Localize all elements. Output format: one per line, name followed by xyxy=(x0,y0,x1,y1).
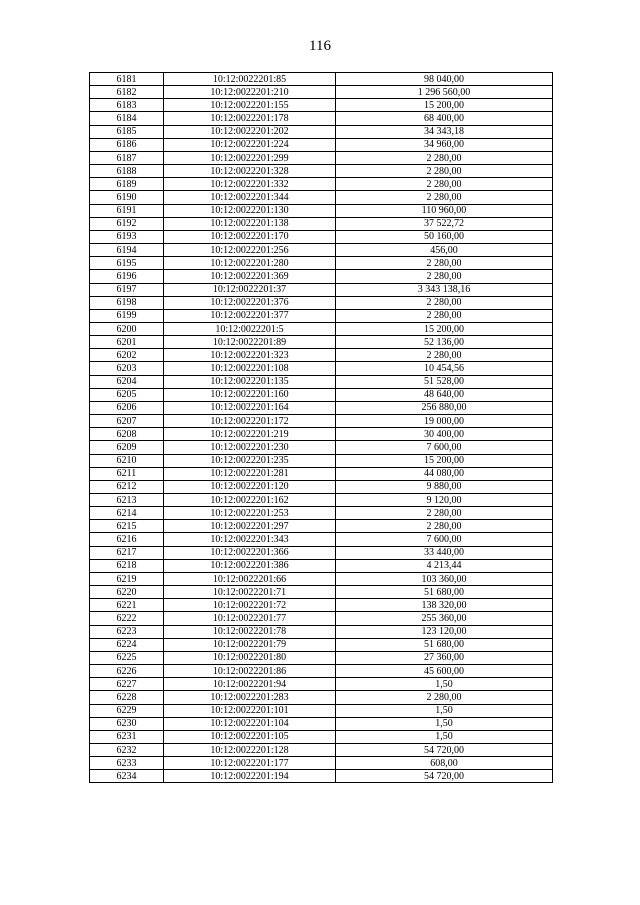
row-number-cell: 6204 xyxy=(90,375,164,388)
cadastral-number-cell: 10:12:0022201:210 xyxy=(164,86,336,99)
table-row xyxy=(90,151,553,164)
table-row xyxy=(90,638,553,651)
table-row xyxy=(90,178,553,191)
row-number-cell: 6187 xyxy=(90,151,164,164)
table-row xyxy=(90,480,553,493)
value-cell: 3 343 138,16 xyxy=(336,283,553,296)
table-row xyxy=(90,99,553,112)
value-cell: 2 280,00 xyxy=(336,191,553,204)
row-number-cell: 6233 xyxy=(90,757,164,770)
table-row xyxy=(90,757,553,770)
value-cell: 10 454,56 xyxy=(336,362,553,375)
cadastral-number-cell: 10:12:0022201:5 xyxy=(164,322,336,335)
cadastral-number-cell: 10:12:0022201:332 xyxy=(164,178,336,191)
cadastral-number-cell: 10:12:0022201:170 xyxy=(164,230,336,243)
row-number-cell: 6221 xyxy=(90,599,164,612)
table-row xyxy=(90,375,553,388)
value-cell: 9 120,00 xyxy=(336,494,553,507)
value-cell: 30 400,00 xyxy=(336,428,553,441)
value-cell: 1,50 xyxy=(336,704,553,717)
cadastral-number-cell: 10:12:0022201:101 xyxy=(164,704,336,717)
value-cell: 51 680,00 xyxy=(336,638,553,651)
cadastral-number-cell: 10:12:0022201:283 xyxy=(164,691,336,704)
value-cell: 15 200,00 xyxy=(336,322,553,335)
value-cell: 1,50 xyxy=(336,717,553,730)
cadastral-number-cell: 10:12:0022201:80 xyxy=(164,651,336,664)
table-row xyxy=(90,572,553,585)
row-number-cell: 6199 xyxy=(90,309,164,322)
value-cell: 2 280,00 xyxy=(336,691,553,704)
value-cell: 110 960,00 xyxy=(336,204,553,217)
row-number-cell: 6200 xyxy=(90,322,164,335)
value-cell: 34 343,18 xyxy=(336,125,553,138)
table-row xyxy=(90,704,553,717)
table-row xyxy=(90,507,553,520)
row-number-cell: 6232 xyxy=(90,743,164,756)
row-number-cell: 6228 xyxy=(90,691,164,704)
cadastral-number-cell: 10:12:0022201:164 xyxy=(164,401,336,414)
row-number-cell: 6234 xyxy=(90,770,164,783)
value-cell: 2 280,00 xyxy=(336,309,553,322)
value-cell: 51 528,00 xyxy=(336,375,553,388)
table-row xyxy=(90,467,553,480)
row-number-cell: 6191 xyxy=(90,204,164,217)
row-number-cell: 6183 xyxy=(90,99,164,112)
value-cell: 2 280,00 xyxy=(336,507,553,520)
value-cell: 2 280,00 xyxy=(336,296,553,309)
value-cell: 54 720,00 xyxy=(336,770,553,783)
cadastral-number-cell: 10:12:0022201:120 xyxy=(164,480,336,493)
cadastral-number-cell: 10:12:0022201:323 xyxy=(164,349,336,362)
row-number-cell: 6182 xyxy=(90,86,164,99)
table-row xyxy=(90,691,553,704)
cadastral-number-cell: 10:12:0022201:281 xyxy=(164,467,336,480)
table-row xyxy=(90,191,553,204)
value-cell: 27 360,00 xyxy=(336,651,553,664)
table-row xyxy=(90,138,553,151)
value-cell: 7 600,00 xyxy=(336,441,553,454)
table-row xyxy=(90,428,553,441)
row-number-cell: 6223 xyxy=(90,625,164,638)
row-number-cell: 6222 xyxy=(90,612,164,625)
table-row xyxy=(90,546,553,559)
value-cell: 9 880,00 xyxy=(336,480,553,493)
cadastral-number-cell: 10:12:0022201:72 xyxy=(164,599,336,612)
row-number-cell: 6226 xyxy=(90,665,164,678)
value-cell: 2 280,00 xyxy=(336,178,553,191)
page-number: 116 xyxy=(309,38,331,54)
row-number-cell: 6181 xyxy=(90,73,164,86)
row-number-cell: 6207 xyxy=(90,415,164,428)
cadastral-number-cell: 10:12:0022201:86 xyxy=(164,665,336,678)
value-cell: 98 040,00 xyxy=(336,73,553,86)
row-number-cell: 6189 xyxy=(90,178,164,191)
row-number-cell: 6213 xyxy=(90,494,164,507)
row-number-cell: 6224 xyxy=(90,638,164,651)
row-number-cell: 6215 xyxy=(90,520,164,533)
table-row xyxy=(90,743,553,756)
row-number-cell: 6219 xyxy=(90,572,164,585)
value-cell: 2 280,00 xyxy=(336,151,553,164)
value-cell: 2 280,00 xyxy=(336,165,553,178)
cadastral-number-cell: 10:12:0022201:138 xyxy=(164,217,336,230)
table-row xyxy=(90,112,553,125)
value-cell: 50 160,00 xyxy=(336,230,553,243)
table-row xyxy=(90,322,553,335)
value-cell: 51 680,00 xyxy=(336,586,553,599)
row-number-cell: 6190 xyxy=(90,191,164,204)
row-number-cell: 6231 xyxy=(90,730,164,743)
cadastral-number-cell: 10:12:0022201:85 xyxy=(164,73,336,86)
value-cell: 44 080,00 xyxy=(336,467,553,480)
table-row xyxy=(90,309,553,322)
row-number-cell: 6218 xyxy=(90,559,164,572)
table-row xyxy=(90,625,553,638)
row-number-cell: 6186 xyxy=(90,138,164,151)
value-cell: 138 320,00 xyxy=(336,599,553,612)
value-cell: 608,00 xyxy=(336,757,553,770)
table-row xyxy=(90,599,553,612)
cadastral-number-cell: 10:12:0022201:194 xyxy=(164,770,336,783)
cadastral-number-cell: 10:12:0022201:130 xyxy=(164,204,336,217)
cadastral-number-cell: 10:12:0022201:235 xyxy=(164,454,336,467)
value-cell: 15 200,00 xyxy=(336,99,553,112)
row-number-cell: 6205 xyxy=(90,388,164,401)
row-number-cell: 6201 xyxy=(90,336,164,349)
cadastral-number-cell: 10:12:0022201:105 xyxy=(164,730,336,743)
cadastral-number-cell: 10:12:0022201:224 xyxy=(164,138,336,151)
value-cell: 2 280,00 xyxy=(336,257,553,270)
row-number-cell: 6206 xyxy=(90,401,164,414)
cadastral-number-cell: 10:12:0022201:78 xyxy=(164,625,336,638)
value-cell: 255 360,00 xyxy=(336,612,553,625)
cadastral-number-cell: 10:12:0022201:108 xyxy=(164,362,336,375)
value-cell: 52 136,00 xyxy=(336,336,553,349)
table-row xyxy=(90,283,553,296)
cadastral-number-cell: 10:12:0022201:94 xyxy=(164,678,336,691)
row-number-cell: 6185 xyxy=(90,125,164,138)
row-number-cell: 6229 xyxy=(90,704,164,717)
table-row xyxy=(90,730,553,743)
value-cell: 7 600,00 xyxy=(336,533,553,546)
value-cell: 34 960,00 xyxy=(336,138,553,151)
table-row xyxy=(90,494,553,507)
row-number-cell: 6203 xyxy=(90,362,164,375)
row-number-cell: 6230 xyxy=(90,717,164,730)
value-cell: 456,00 xyxy=(336,244,553,257)
value-cell: 45 600,00 xyxy=(336,665,553,678)
table-row xyxy=(90,336,553,349)
row-number-cell: 6217 xyxy=(90,546,164,559)
row-number-cell: 6193 xyxy=(90,230,164,243)
value-cell: 19 000,00 xyxy=(336,415,553,428)
cadastral-number-cell: 10:12:0022201:37 xyxy=(164,283,336,296)
cadastral-number-cell: 10:12:0022201:256 xyxy=(164,244,336,257)
cadastral-number-cell: 10:12:0022201:66 xyxy=(164,572,336,585)
cadastral-number-cell: 10:12:0022201:219 xyxy=(164,428,336,441)
cadastral-number-cell: 10:12:0022201:177 xyxy=(164,757,336,770)
row-number-cell: 6194 xyxy=(90,244,164,257)
row-number-cell: 6184 xyxy=(90,112,164,125)
table-row xyxy=(90,257,553,270)
cadastral-number-cell: 10:12:0022201:369 xyxy=(164,270,336,283)
table-row xyxy=(90,165,553,178)
table-row xyxy=(90,217,553,230)
cadastral-number-cell: 10:12:0022201:230 xyxy=(164,441,336,454)
cadastral-number-cell: 10:12:0022201:89 xyxy=(164,336,336,349)
cadastral-number-cell: 10:12:0022201:104 xyxy=(164,717,336,730)
cadastral-number-cell: 10:12:0022201:297 xyxy=(164,520,336,533)
table-row xyxy=(90,401,553,414)
value-cell: 2 280,00 xyxy=(336,349,553,362)
value-cell: 33 440,00 xyxy=(336,546,553,559)
value-cell: 1,50 xyxy=(336,730,553,743)
row-number-cell: 6211 xyxy=(90,467,164,480)
cadastral-number-cell: 10:12:0022201:160 xyxy=(164,388,336,401)
data-table xyxy=(89,72,553,783)
row-number-cell: 6220 xyxy=(90,586,164,599)
cadastral-number-cell: 10:12:0022201:299 xyxy=(164,151,336,164)
cadastral-number-cell: 10:12:0022201:344 xyxy=(164,191,336,204)
table-row xyxy=(90,717,553,730)
table-row xyxy=(90,651,553,664)
table-row xyxy=(90,204,553,217)
table-body xyxy=(90,73,553,783)
cadastral-number-cell: 10:12:0022201:376 xyxy=(164,296,336,309)
row-number-cell: 6214 xyxy=(90,507,164,520)
table-row xyxy=(90,678,553,691)
value-cell: 1 296 560,00 xyxy=(336,86,553,99)
cadastral-number-cell: 10:12:0022201:155 xyxy=(164,99,336,112)
table-row xyxy=(90,559,553,572)
cadastral-number-cell: 10:12:0022201:128 xyxy=(164,743,336,756)
cadastral-number-cell: 10:12:0022201:343 xyxy=(164,533,336,546)
table-row xyxy=(90,296,553,309)
table-row xyxy=(90,244,553,257)
table-row xyxy=(90,520,553,533)
table-row xyxy=(90,270,553,283)
cadastral-number-cell: 10:12:0022201:377 xyxy=(164,309,336,322)
row-number-cell: 6216 xyxy=(90,533,164,546)
row-number-cell: 6212 xyxy=(90,480,164,493)
row-number-cell: 6197 xyxy=(90,283,164,296)
table-row xyxy=(90,454,553,467)
table-row xyxy=(90,612,553,625)
value-cell: 1,50 xyxy=(336,678,553,691)
value-cell: 54 720,00 xyxy=(336,743,553,756)
table-row xyxy=(90,230,553,243)
row-number-cell: 6202 xyxy=(90,349,164,362)
table-row xyxy=(90,125,553,138)
cadastral-number-cell: 10:12:0022201:253 xyxy=(164,507,336,520)
cadastral-number-cell: 10:12:0022201:178 xyxy=(164,112,336,125)
row-number-cell: 6192 xyxy=(90,217,164,230)
table-row xyxy=(90,362,553,375)
row-number-cell: 6225 xyxy=(90,651,164,664)
row-number-cell: 6196 xyxy=(90,270,164,283)
table-row xyxy=(90,441,553,454)
table-row xyxy=(90,73,553,86)
table-row xyxy=(90,349,553,362)
table-row xyxy=(90,533,553,546)
cadastral-number-cell: 10:12:0022201:162 xyxy=(164,494,336,507)
row-number-cell: 6195 xyxy=(90,257,164,270)
value-cell: 15 200,00 xyxy=(336,454,553,467)
cadastral-number-cell: 10:12:0022201:202 xyxy=(164,125,336,138)
cadastral-number-cell: 10:12:0022201:77 xyxy=(164,612,336,625)
cadastral-number-cell: 10:12:0022201:328 xyxy=(164,165,336,178)
cadastral-number-cell: 10:12:0022201:79 xyxy=(164,638,336,651)
value-cell: 2 280,00 xyxy=(336,270,553,283)
value-cell: 4 213,44 xyxy=(336,559,553,572)
value-cell: 123 120,00 xyxy=(336,625,553,638)
value-cell: 103 360,00 xyxy=(336,572,553,585)
value-cell: 37 522,72 xyxy=(336,217,553,230)
table-row xyxy=(90,415,553,428)
row-number-cell: 6210 xyxy=(90,454,164,467)
row-number-cell: 6208 xyxy=(90,428,164,441)
row-number-cell: 6188 xyxy=(90,165,164,178)
row-number-cell: 6198 xyxy=(90,296,164,309)
row-number-cell: 6209 xyxy=(90,441,164,454)
cadastral-number-cell: 10:12:0022201:71 xyxy=(164,586,336,599)
value-cell: 256 880,00 xyxy=(336,401,553,414)
cadastral-number-cell: 10:12:0022201:386 xyxy=(164,559,336,572)
table-row xyxy=(90,86,553,99)
table-row xyxy=(90,586,553,599)
value-cell: 68 400,00 xyxy=(336,112,553,125)
table-row xyxy=(90,665,553,678)
table-row xyxy=(90,770,553,783)
table-row xyxy=(90,388,553,401)
cadastral-number-cell: 10:12:0022201:172 xyxy=(164,415,336,428)
cadastral-number-cell: 10:12:0022201:280 xyxy=(164,257,336,270)
cadastral-number-cell: 10:12:0022201:366 xyxy=(164,546,336,559)
value-cell: 48 640,00 xyxy=(336,388,553,401)
cadastral-number-cell: 10:12:0022201:135 xyxy=(164,375,336,388)
value-cell: 2 280,00 xyxy=(336,520,553,533)
row-number-cell: 6227 xyxy=(90,678,164,691)
